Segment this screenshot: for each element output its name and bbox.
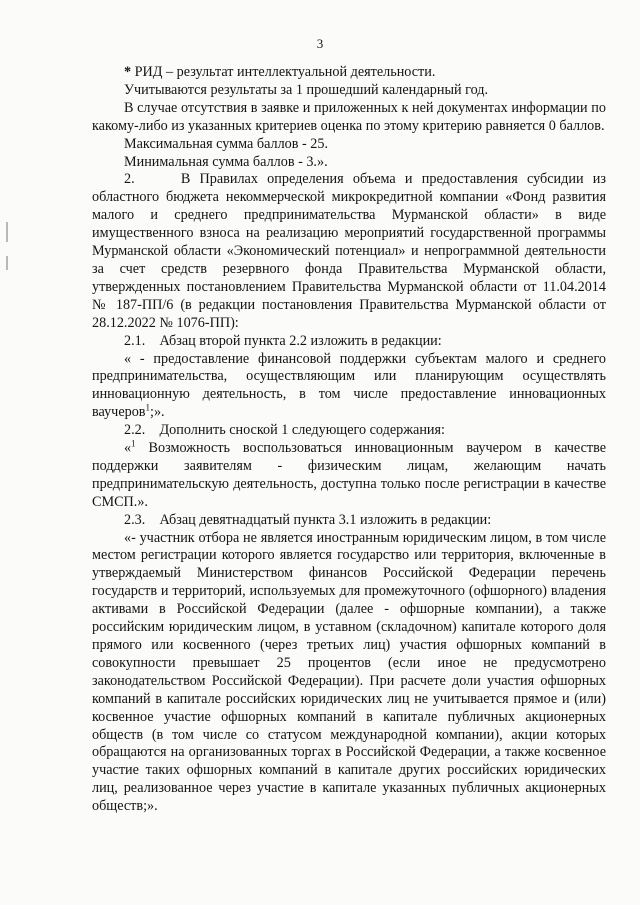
- scan-edge-mark: [6, 256, 8, 270]
- paragraph-text: Учитываются результаты за 1 прошедший календарный год.: [124, 81, 489, 98]
- paragraph-item-2-2-quote: [92, 440, 606, 512]
- paragraph-text: 2.1. Абзац второй пункта 2.2 изложить в редакции:: [124, 332, 442, 349]
- asterisk-marker: *: [124, 64, 132, 80]
- paragraph-item-2: [92, 171, 610, 332]
- paragraph-text: « - предоставление финансовой поддержки субъектам малого и среднего предпринимательства, осуществляющим или планирующим осуществлять инновационную деятельность, в том числе предоставление инновационных ваучеров: [92, 350, 606, 421]
- paragraph-item-2-1-quote: [92, 351, 606, 423]
- paragraph-min-score: [92, 154, 606, 172]
- paragraph-text: 2. В Правилах определения объема и предоставления субсидии из областного бюджета некоммерческой микрокредитной компании «Фонд развития малого и среднего предпринимательства Мурманской области» в виде имущественного взноса на реализацию мероприятий государственной программы Мурманской области «Экономический потенциал» и непрограммной деятельности за счет средств резервного фонда Правительства Мурманской области, утвержденных постановлением Правительства Мурманской области от 11.04.2014 № 187-ПП/6 (в редакции постановления Правительства Мурманской области от 28.12.2022 № 1076-ПП):: [92, 171, 610, 331]
- paragraph-max-score: [92, 136, 606, 154]
- paragraph-tail: ;».: [150, 404, 165, 421]
- page-number: 3: [316, 36, 324, 51]
- document-body: [92, 64, 610, 816]
- paragraph-text: В случае отсутствия в заявке и приложенных к ней документах информации по какому-либо из указанных критериев оценка по этому критерию равняется 0 баллов.: [92, 99, 606, 134]
- paragraph-text: 2.3. Абзац девятнадцатый пункта 3.1 изложить в редакции:: [124, 511, 492, 528]
- paragraph-text: Минимальная сумма баллов - 3.».: [124, 153, 328, 170]
- paragraph-item-2-3: [92, 512, 606, 530]
- paragraph-absence-note: [92, 100, 606, 136]
- paragraph-text: Максимальная сумма баллов - 25.: [124, 135, 329, 152]
- paragraph-text: 2.2. Дополнить сноской 1 следующего содержания:: [124, 422, 445, 439]
- paragraph-text: «- участник отбора не является иностранным юридическим лицом, в том числе местом регистрации которого является государство или территория, включенные в утверждаемый Министерством финансов Российской Федерации перечень государств и территорий, используемых для промежуточного (офшорного) владения активами в Российской Федерации (далее - офшорные компании), а также российским юридическим лицом, в уставном (складочном) капитале которого доля прямого или косвенного (через третьих лиц) участия офшорных компаний в совокупности превышает 25 процентов (если иное не предусмотрено законодательством Российской Федерации). При расчете доли участия офшорных компаний в капитале российских юридических лиц не учитывается прямое и (или) косвенное участие офшорных компаний в капитале публичных акционерных обществ (в том числе со статусом международной компании), акции которых обращаются на организованных торгах в Российской Федерации, а также косвенное участие таких офшорных компаний в капитале других российских юридических лиц, реализованное через участие в капитале указанных публичных акционерных обществ;».: [92, 529, 606, 815]
- paragraph-rid-note: [92, 64, 606, 82]
- paragraph-item-2-3-quote: [92, 530, 606, 817]
- quote-open: «: [124, 440, 132, 457]
- paragraph-text: Возможность воспользоваться инновационным ваучером в качестве поддержки заявителям - физическим лицам, желающим начать предпринимательскую деятельность, доступна только после регистрации в качестве СМСП.».: [92, 440, 606, 510]
- paragraph-item-2-1: [92, 333, 606, 351]
- paragraph-item-2-2: [92, 422, 606, 440]
- scan-edge-mark: [6, 222, 8, 242]
- footnote-ref: 1: [145, 402, 151, 413]
- paragraph-text: РИД – результат интеллектуальной деятельности.: [131, 64, 436, 80]
- footnote-ref: 1: [131, 438, 136, 449]
- paragraph-results-period: [92, 82, 606, 100]
